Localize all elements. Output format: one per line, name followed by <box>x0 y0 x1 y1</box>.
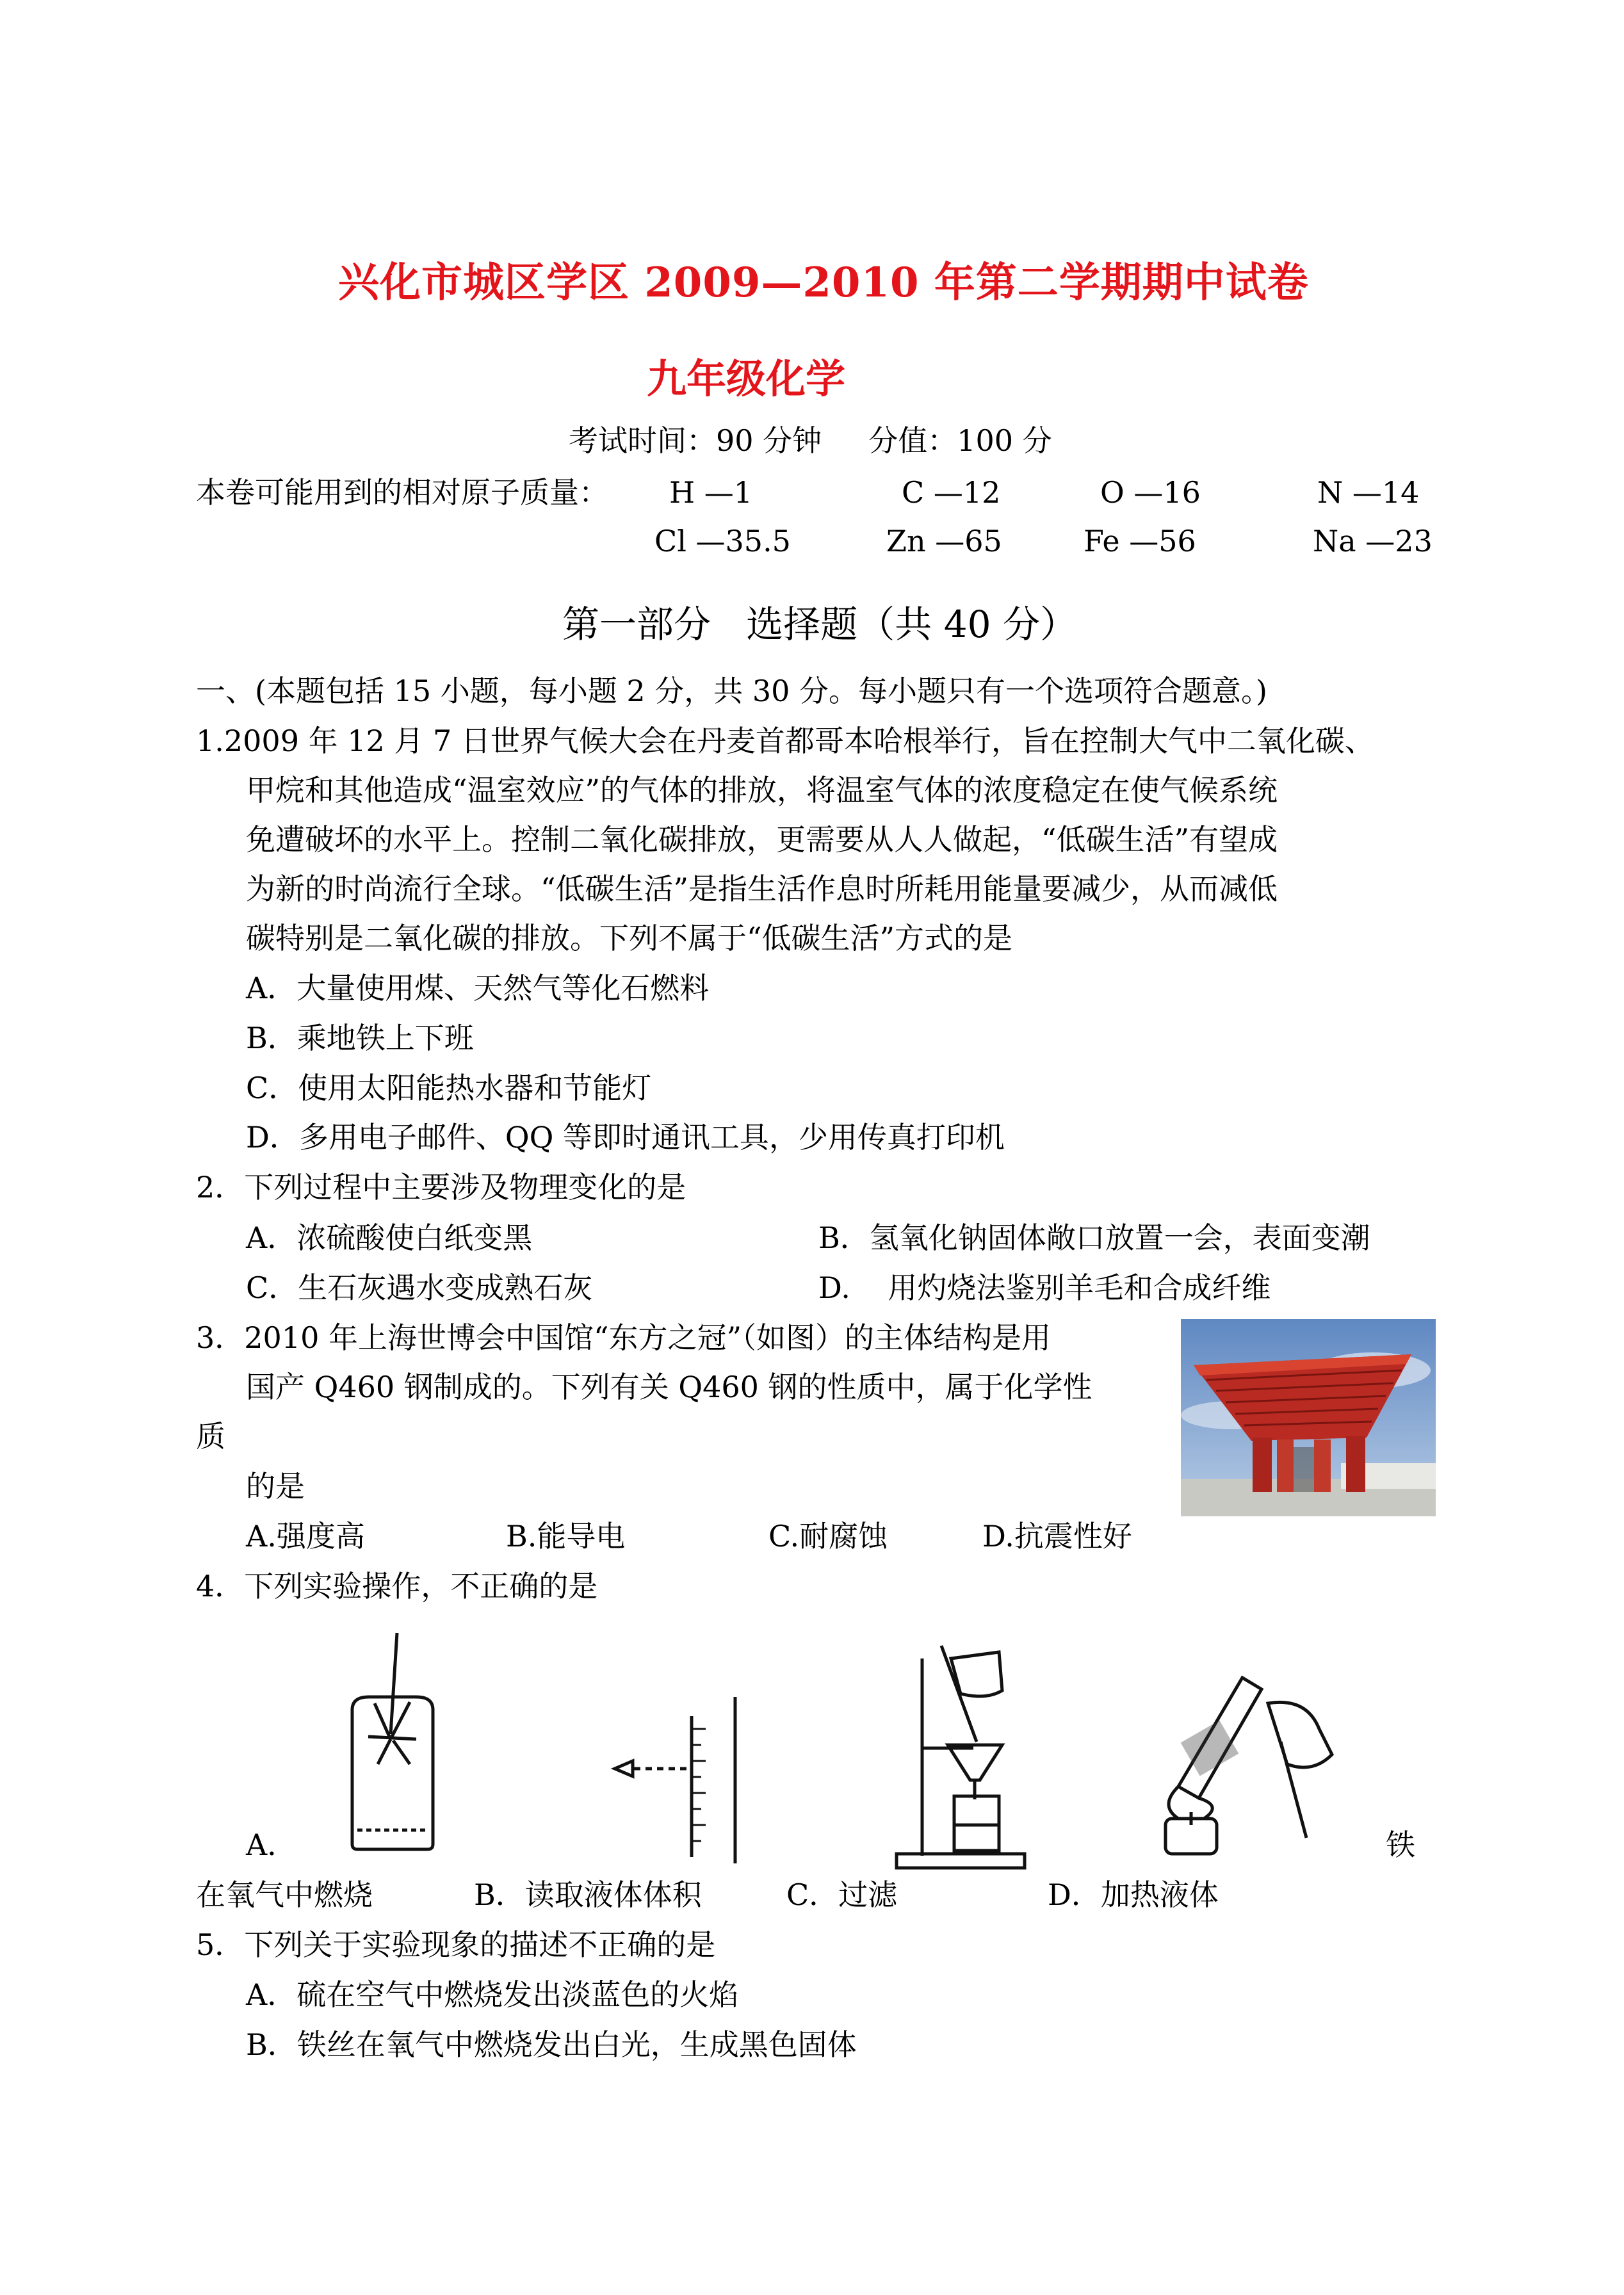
q2-stem: 2．下列过程中主要涉及物理变化的是 <box>196 1170 686 1204</box>
exam-title: 兴化市城区学区 2009—2010 年第二学期期中试卷 <box>338 259 1309 307</box>
q1-option-c: C．使用太阳能热水器和节能灯 <box>246 1071 652 1105</box>
q3-option-a: A.强度高 <box>246 1519 365 1553</box>
q3-line-2: 国产 Q460 钢制成的。下列有关 Q460 钢的性质中，属于化学性 <box>246 1370 1092 1404</box>
q1-line-4: 为新的时尚流行全球。“低碳生活”是指生活作息时所耗用能量要减少，从而减低 <box>246 872 1278 906</box>
atomic-mass-c: C —12 <box>902 475 1001 510</box>
exam-info: 考试时间：90 分钟 分值：100 分 <box>569 423 1052 458</box>
q1-line-1: 1.2009 年 12 月 7 日世界气候大会在丹麦首都哥本哈根举行，旨在控制大气中二氧化碳、 <box>196 724 1374 758</box>
atomic-mass-zn: Zn —65 <box>886 524 1002 558</box>
atomic-mass-n: N —14 <box>1317 475 1420 510</box>
atomic-mass-h: H —1 <box>669 475 753 510</box>
q3-line-1: 3．2010 年上海世博会中国馆“东方之冠”（如图）的主体结构是用 <box>196 1320 1051 1355</box>
q2-option-b: B．氢氧化钠固体敞口放置一会，表面变潮 <box>818 1220 1370 1255</box>
q1-option-b: B．乘地铁上下班 <box>246 1021 474 1055</box>
china-pavilion-photo <box>1181 1319 1436 1516</box>
q5-option-a: A．硫在空气中燃烧发出淡蓝色的火焰 <box>246 1977 739 2012</box>
lab-operations-figure <box>307 1626 1409 1870</box>
q3-line-3: 质 <box>196 1419 225 1454</box>
q1-line-2: 甲烷和其他造成“温室效应”的气体的排放，将温室气体的浓度稳定在使气候系统 <box>246 773 1278 807</box>
part-heading: 第一部分 选择题（共 40 分） <box>562 603 1077 646</box>
q1-option-a: A．大量使用煤、天然气等化石燃料 <box>246 971 710 1005</box>
q1-line-5: 碳特别是二氧化碳的排放。下列不属于“低碳生活”方式的是 <box>246 921 1013 955</box>
atomic-mass-label: 本卷可能用到的相对原子质量： <box>196 475 608 510</box>
q3-option-d: D.抗震性好 <box>982 1519 1132 1553</box>
atomic-mass-na: Na —23 <box>1313 524 1433 558</box>
q5-stem: 5．下列关于实验现象的描述不正确的是 <box>196 1927 716 1962</box>
q2-option-c: C．生石灰遇水变成熟石灰 <box>246 1270 593 1305</box>
q2-option-d: D. 用灼烧法鉴别羊毛和合成纤维 <box>818 1270 1271 1305</box>
q4-caption-a: 在氧气中燃烧 <box>196 1877 373 1912</box>
q2-option-a: A．浓硫酸使白纸变黑 <box>246 1220 533 1255</box>
q3-option-c: C.耐腐蚀 <box>768 1519 888 1553</box>
q5-option-b: B．铁丝在氧气中燃烧发出白光，生成黑色固体 <box>246 2027 857 2062</box>
q1-line-3: 免遭破坏的水平上。控制二氧化碳排放，更需要从人人做起，“低碳生活”有望成 <box>246 822 1278 857</box>
section-instruction: 一、(本题包括 15 小题，每小题 2 分，共 30 分。每小题只有一个选项符合题意。) <box>196 674 1267 708</box>
exam-subtitle: 九年级化学 <box>647 355 846 402</box>
atomic-mass-o: O —16 <box>1100 475 1201 510</box>
q4-stem: 4．下列实验操作，不正确的是 <box>196 1569 598 1603</box>
q4-label-iron: 铁 <box>1386 1828 1415 1862</box>
atomic-mass-fe: Fe —56 <box>1084 524 1196 558</box>
q4-caption-d: D．加热液体 <box>1048 1877 1219 1912</box>
q4-label-a: A． <box>246 1828 297 1862</box>
q4-caption-c: C．过滤 <box>786 1877 898 1912</box>
atomic-mass-cl: Cl —35.5 <box>654 524 791 558</box>
q1-option-d: D．多用电子邮件、QQ 等即时通讯工具，少用传真打印机 <box>246 1120 1005 1155</box>
q3-line-4: 的是 <box>246 1469 305 1504</box>
q3-option-b: B.能导电 <box>506 1519 626 1553</box>
q4-caption-b: B．读取液体体积 <box>474 1877 702 1912</box>
